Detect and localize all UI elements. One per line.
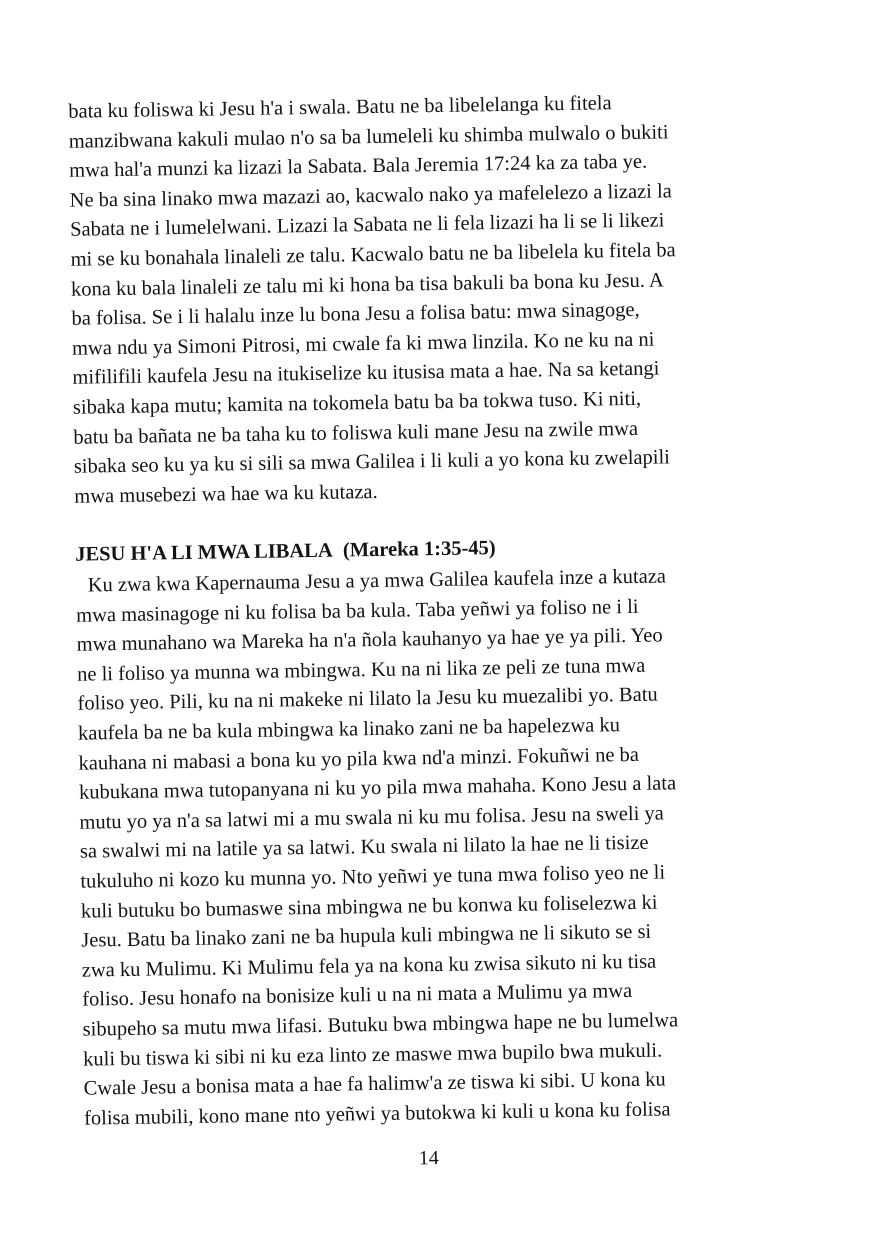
- text-line: foliso yeo. Pili, ku na ni makeke ni lilato la Jesu ku muezalibi yo. Batu: [77, 683, 658, 716]
- text-line: mwa ndu ya Simoni Pitrosi, mi cwale fa ki mwa linzila. Ko ne ku na ni: [71, 328, 655, 360]
- text-line: Cwale Jesu a bonisa mata a hae fa halimw'a ze tiswa ki sibi. U kona ku: [83, 1068, 666, 1100]
- text-line: sa swalwi mi na latile ya sa latwi. Ku swala ni lilato la hae ne li tisize: [79, 832, 649, 864]
- section-heading: [75, 534, 496, 569]
- text-line: mi se ku bonahala linaleli ze talu. Kacwalo batu ne ba libelela ku fitela ba: [70, 239, 676, 271]
- text-line: batu ba bañata ne ba taha ku to foliswa kuli mane Jesu na zwile mwa: [73, 417, 639, 449]
- text-line: Ne ba sina linako mwa mazazi ao, kacwalo nako ya mafelelezo a lizazi la: [69, 180, 672, 212]
- text-line: ba folisa. Se i li halalu inze lu bona Jesu a folisa batu: mwa sinagoge,: [71, 298, 640, 330]
- text-line: kauhana ni mabasi a bona ku yo pila kwa nd'a minzi. Fokuñwi ne ba: [78, 743, 640, 775]
- text-line: mwa masinagoge ni ku folisa ba ba kula. Taba yeñwi ya foliso ne i li: [76, 595, 639, 627]
- text-line: Sabata ne i lumelelwani. Lizazi la Sabata ne li fela lizazi ha li se li likezi: [69, 209, 665, 242]
- text-line: Ku zwa kwa Kapernauma Jesu a ya mwa Galilea kaufela inze a kutaza: [87, 565, 667, 597]
- text-line: ne li foliso ya munna wa mbingwa. Ku na ni lika ze peli ze tuna mwa: [76, 654, 646, 686]
- text-line: mwa munahano wa Mareka ha n'a ñola kauhanyo ya hae ye ya pili. Yeo: [76, 624, 663, 656]
- text-line: zwa ku Mulimu. Ki Mulimu fela ya na kona ku zwisa sikuto ni ku tisa: [81, 950, 657, 982]
- text-line: kuli bu tiswa ki sibi ni ku eza linto ze maswe mwa bupilo bwa mukuli.: [82, 1039, 663, 1071]
- text-line: bata ku foliswa ki Jesu h'a i swala. Batu ne ba libelelanga ku fitela: [68, 92, 612, 123]
- text-line: sibaka seo ku ya ku si sili sa mwa Galilea i li kuli a yo kona ku zwelapili: [73, 446, 671, 478]
- text-line: mwa musebezi wa hae wa ku kutaza.: [74, 480, 378, 508]
- text-line: mwa hal'a munzi ka lizazi la Sabata. Bala Jeremia 17:24 ka za taba ye.: [69, 150, 648, 182]
- paragraph-2: [76, 560, 825, 1134]
- text-line: mutu yo ya n'a sa latwi mi a mu swala ni ku mu folisa. Jesu na sweli ya: [79, 802, 664, 834]
- text-line: kuli butuku bo bumaswe sina mbingwa ne bu konwa ku foliselezwa ki: [80, 891, 658, 923]
- text-line: sibupeho sa mutu mwa lifasi. Butuku bwa mbingwa hape ne bu lumelwa: [82, 1009, 679, 1041]
- text-line: sibaka kapa mutu; kamita na tokomela batu ba ba tokwa tuso. Ki niti,: [72, 387, 642, 419]
- text-line: Jesu. Batu ba linako zani ne ba hupula kuli mbingwa ne li sikuto se si: [81, 920, 652, 952]
- text-line: tukuluho ni kozo ku munna yo. Nto yeñwi ye tuna mwa foliso yeo ne li: [80, 861, 666, 893]
- section-title: JESU H'A LI MWA LIBALA: [75, 539, 333, 566]
- text-line: kona ku bala linaleli ze talu mi ki hona ba tisa bakuli ba bona ku Jesu. A: [70, 269, 664, 301]
- page-number: 14: [418, 1147, 439, 1170]
- text-line: kaufela ba ne ba kula mbingwa ka linako zani ne ba hapelezwa ku: [77, 714, 621, 745]
- text-line: manzibwana kakuli mulao n'o sa ba lumeleli ku shimba mulwalo o bukiti: [68, 120, 669, 153]
- text-line: foliso. Jesu honafo na bonisize kuli u na ni mata a Mulimu ya mwa: [82, 980, 633, 1011]
- text-line: mifilifili kaufela Jesu na itukiselize ku itusisa mata a hae. Na sa ketangi: [72, 357, 660, 390]
- paragraph-1: [68, 86, 814, 512]
- scripture-reference: (Mareka 1:35-45): [342, 537, 496, 562]
- text-line: folisa mubili, kono mane nto yeñwi ya butokwa ki kuli u kona ku folisa: [83, 1098, 671, 1130]
- text-line: kubukana mwa tutopanyana ni ku yo pila mwa mahaha. Kono Jesu a lata: [78, 772, 677, 804]
